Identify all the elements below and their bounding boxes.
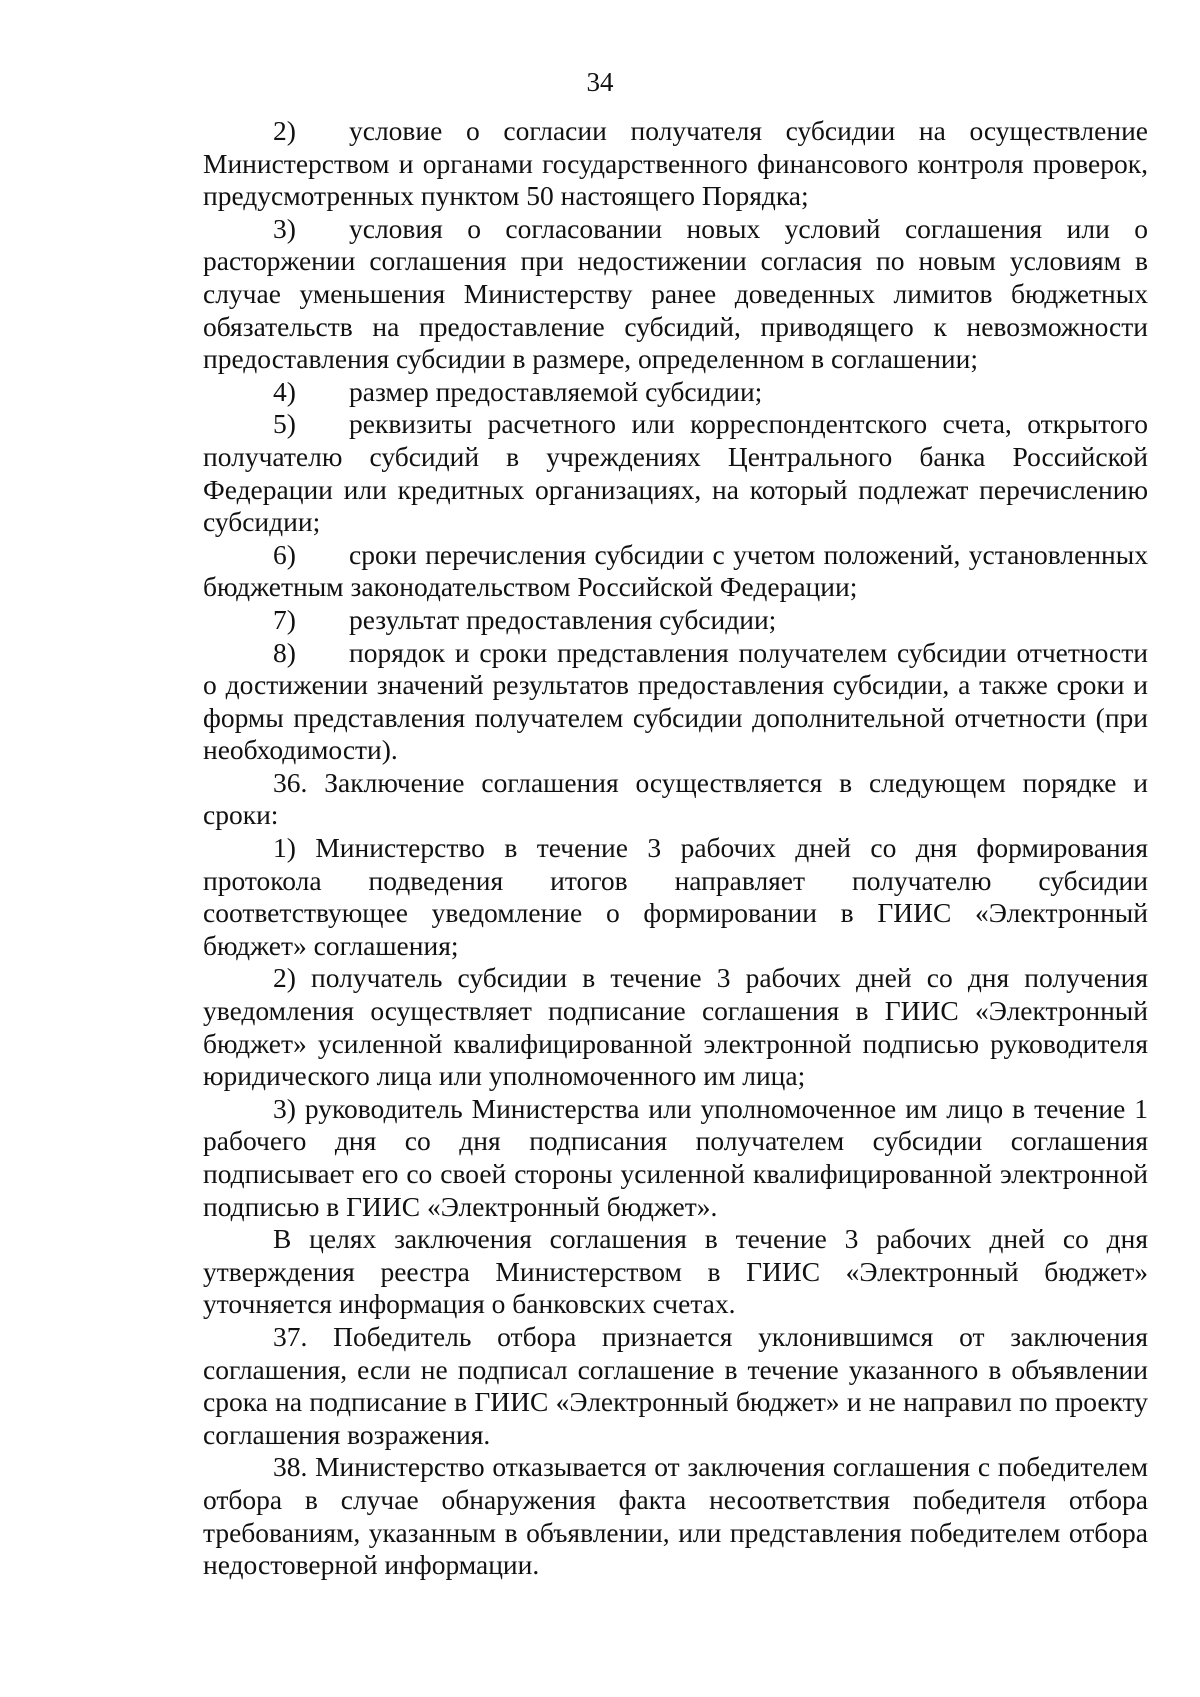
list-item-7 (203, 604, 1148, 637)
list-item-2 (203, 115, 1148, 213)
sub-paragraph-3: 3) руководитель Министерства или уполномоченное им лицо в течение 1 рабочего дня со дня подписания получателем субсидии соглашения подписывает его со своей стороны усиленной квалифицированной электронной подписью в ГИИС «Электронный бюджет». (203, 1092, 1148, 1222)
list-item-text: условие о согласии получателя субсидии на осуществление Министерством и органами государственного финансового контроля проверок, предусмотренных пунктом 50 настоящего Порядка; (203, 115, 1148, 212)
page-number: 34 (586, 67, 614, 97)
paragraph-bank-accounts: В целях заключения соглашения в течение 3 рабочих дней со дня утверждения реестра Министерством в ГИИС «Электронный бюджет» уточняется информация о банковских счетах. (203, 1223, 1148, 1320)
clause-38 (203, 1451, 1148, 1581)
sub-paragraph-1: 1) Министерство в течение 3 рабочих дней со дня формирования протокола подведения итогов направляет получателю субсидии соответствующее уведомление о формировании в ГИИС «Электронный бюджет» соглашения; (203, 832, 1148, 961)
clause-36 (203, 767, 1148, 832)
clause-text: Заключение соглашения осуществляется в следующем порядке и сроки: (203, 766, 1149, 831)
list-item-number: 4) (273, 375, 296, 407)
clause-number: 36. (273, 766, 308, 798)
list-item-number: 3) (273, 212, 296, 244)
list-item-number: 8) (273, 636, 296, 668)
list-item-text: результат предоставления субсидии; (349, 603, 777, 635)
clause-37 (203, 1321, 1148, 1451)
list-item-8 (203, 637, 1148, 767)
clause-text: Министерство отказывается от заключения соглашения с победителем отбора в случае обнаружения факта несоответствия победителя отбора требованиям, указанным в объявлении, или представления победителем отбора недостоверной информации. (203, 1451, 1148, 1581)
list-item-number: 7) (273, 603, 296, 635)
list-item-text: сроки перечисления субсидии с учетом положений, установленных бюджетным законодательством Российской Федерации; (203, 538, 1148, 603)
document-body (203, 115, 1148, 1582)
list-item-4 (203, 376, 1148, 409)
list-item-3 (203, 213, 1148, 376)
list-item-number: 2) (273, 115, 296, 146)
list-item-text: условия о согласовании новых условий соглашения или о расторжении соглашения при недостижении согласия по новым условиям в случае уменьшения Министерству ранее доведенных лимитов бюджетных обязательств на предоставление субсидий, приводящего к невозможности предоставления субсидии в размере, определенном в соглашении; (203, 212, 1148, 375)
list-item-5 (203, 408, 1148, 538)
clause-text: Победитель отбора признается уклонившимся от заключения соглашения, если не подписал соглашение в течение указанного в объявлении срока на подписание в ГИИС «Электронный бюджет» и не направил по проекту соглашения возражения. (203, 1320, 1149, 1450)
list-item-text: порядок и сроки представления получателем субсидии отчетности о достижении значений результатов предоставления субсидии, а также сроки и формы представления получателем субсидии дополнительной отчетности (при необходимости). (203, 636, 1148, 766)
list-item-text: реквизиты расчетного или корреспондентского счета, открытого получателю субсидий в учреждениях Центрального банка Российской Федерации или кредитных организациях, на который подлежат перечислению субсидии; (203, 408, 1148, 538)
list-item-number: 6) (273, 538, 296, 570)
clause-number: 38. (273, 1451, 308, 1483)
list-item-6 (203, 539, 1148, 604)
clause-number: 37. (273, 1320, 308, 1352)
sub-paragraph-2: 2) получатель субсидии в течение 3 рабочих дней со дня получения уведомления осуществляет подписание соглашения в ГИИС «Электронный бюджет» усиленной квалифицированной электронной подписью руководителя юридического лица или уполномоченного им лица; (203, 962, 1148, 1092)
list-item-text: размер предоставляемой субсидии; (349, 375, 763, 407)
list-item-number: 5) (273, 408, 296, 440)
